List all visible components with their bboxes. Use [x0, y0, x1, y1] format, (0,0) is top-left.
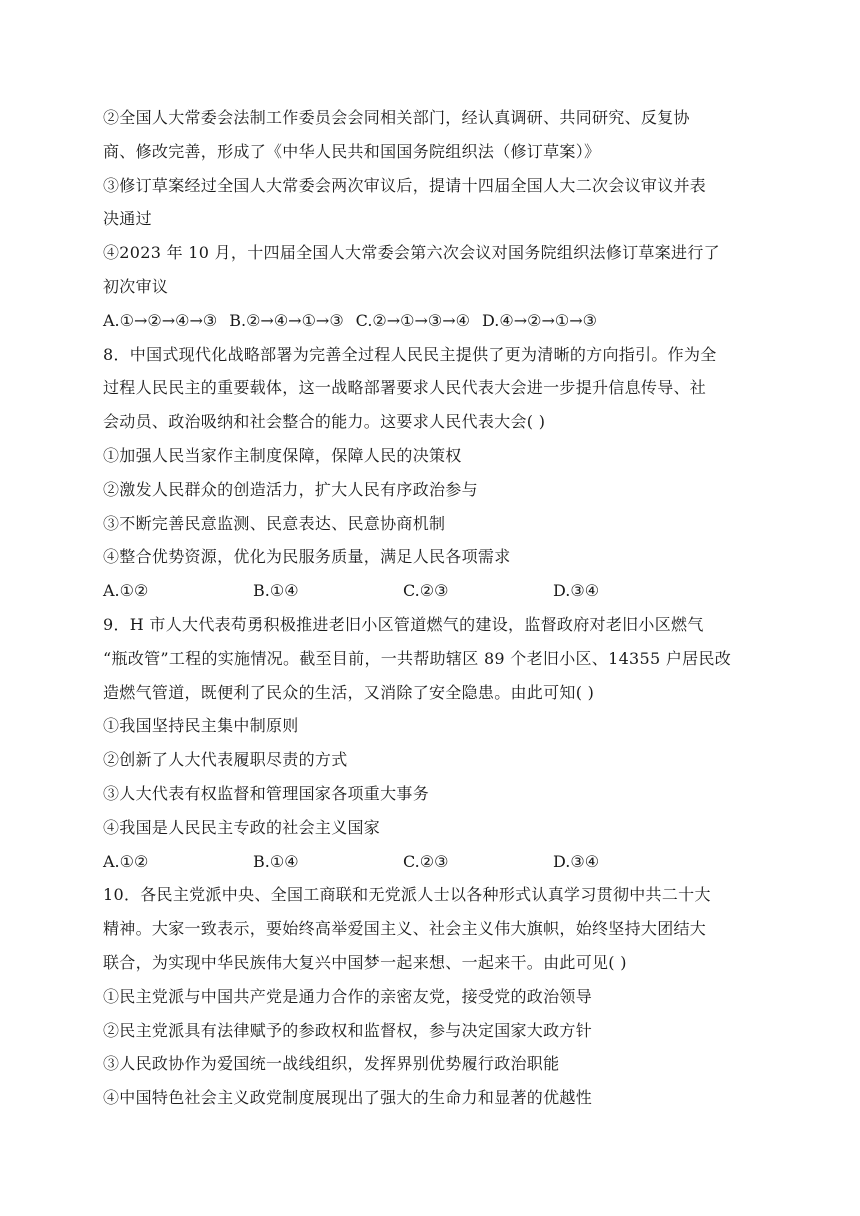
q8-item-4: ④整合优势资源，优化为民服务质量，满足人民各项需求 [103, 547, 511, 567]
q9-stem-line-3: 造燃气管道，既便利了民众的生活，又消除了安全隐患。由此可知( ) [103, 682, 595, 702]
q10-item-4: ④中国特色社会主义政党制度展现出了强大的生命力和显著的优越性 [103, 1088, 593, 1108]
q7-option-a: A.①→②→④→③ [103, 310, 218, 330]
q9-options [103, 845, 763, 879]
q8-item-1: ①加强人民当家作主制度保障，保障人民的决策权 [103, 445, 462, 465]
q10-stem-line-3: 联合，为实现中华民族伟大复兴中国梦一起来想、一起来干。由此可见( ) [103, 952, 627, 972]
q7-item-4-line-2: 初次审议 [103, 276, 169, 296]
q9-option-d: D.③④ [553, 851, 600, 871]
q9-option-a: A.①② [103, 851, 149, 871]
q10-item-1: ①民主党派与中国共产党是通力合作的亲密友党，接受党的政治领导 [103, 986, 593, 1006]
q10-stem-line-1: 10．各民主党派中央、全国工商联和无党派人士以各种形式认真学习贯彻中共二十大 [103, 885, 711, 905]
q8-item-3: ③不断完善民意监测、民意表达、民意协商机制 [103, 513, 446, 533]
q7-item-2-line-2: 商、修改完善，形成了《中华人民共和国国务院组织法（修订草案）》 [103, 141, 601, 161]
q8-option-b: B.①④ [253, 581, 299, 601]
q10-item-2: ②民主党派具有法律赋予的参政权和监督权，参与决定国家大政方针 [103, 1020, 593, 1040]
q8-options [103, 574, 763, 608]
q8-stem-line-2: 过程人民民主的重要载体，这一战略部署要求人民代表大会进一步提升信息传导、社 [103, 378, 707, 398]
q9-stem-line-1: 9．H 市人大代表苟勇积极推进老旧小区管道燃气的建设，监督政府对老旧小区燃气 [103, 614, 704, 634]
q7-item-3-line-2: 决通过 [103, 209, 152, 229]
q10-stem-line-2: 精神。大家一致表示，要始终高举爱国主义、社会主义伟大旗帜，始终坚持大团结大 [103, 919, 707, 939]
q9-item-3: ③人大代表有权监督和管理国家各项重大事务 [103, 783, 430, 803]
q9-option-c: C.②③ [403, 851, 449, 871]
q7-item-3-line-1: ③修订草案经过全国人大常委会两次审议后，提请十四届全国人大二次会议审议并表 [103, 175, 707, 195]
q9-option-b: B.①④ [253, 851, 299, 871]
question-content [103, 101, 763, 1115]
q9-item-2: ②创新了人大代表履职尽责的方式 [103, 750, 348, 770]
q10-item-3: ③人民政协作为爱国统一战线组织，发挥界别优势履行政治职能 [103, 1054, 560, 1074]
q7-option-c: C.②→①→③→④ [355, 310, 471, 330]
q7-item-2-line-1: ②全国人大常委会法制工作委员会会同相关部门，经认真调研、共同研究、反复协 [103, 108, 690, 127]
q9-item-4: ④我国是人民民主专政的社会主义国家 [103, 817, 381, 837]
q8-stem-line-1: 8．中国式现代化战略部署为完善全过程人民民主提供了更为清晰的方向指引。作为全 [103, 344, 717, 364]
q8-stem-line-3: 会动员、政治吸纳和社会整合的能力。这要求人民代表大会( ) [103, 412, 546, 432]
q9-item-1: ①我国坚持民主集中制原则 [103, 716, 299, 736]
q8-option-d: D.③④ [553, 581, 600, 601]
q7-item-4-line-1: ④2023 年 10 月，十四届全国人大常委会第六次会议对国务院组织法修订草案进行了 [103, 243, 720, 263]
q7-option-d: D.④→②→①→③ [482, 310, 597, 330]
q8-option-a: A.①② [103, 581, 149, 601]
q9-stem-line-2: “瓶改管”工程的实施情况。截至目前，一共帮助辖区 89 个老旧小区、14355 户居民改 [103, 648, 732, 668]
q8-option-c: C.②③ [403, 581, 449, 601]
q7-option-b: B.②→④→①→③ [229, 310, 344, 330]
q8-item-2: ②激发人民群众的创造活力，扩大人民有序政治参与 [103, 479, 478, 499]
q7-options [103, 304, 763, 338]
